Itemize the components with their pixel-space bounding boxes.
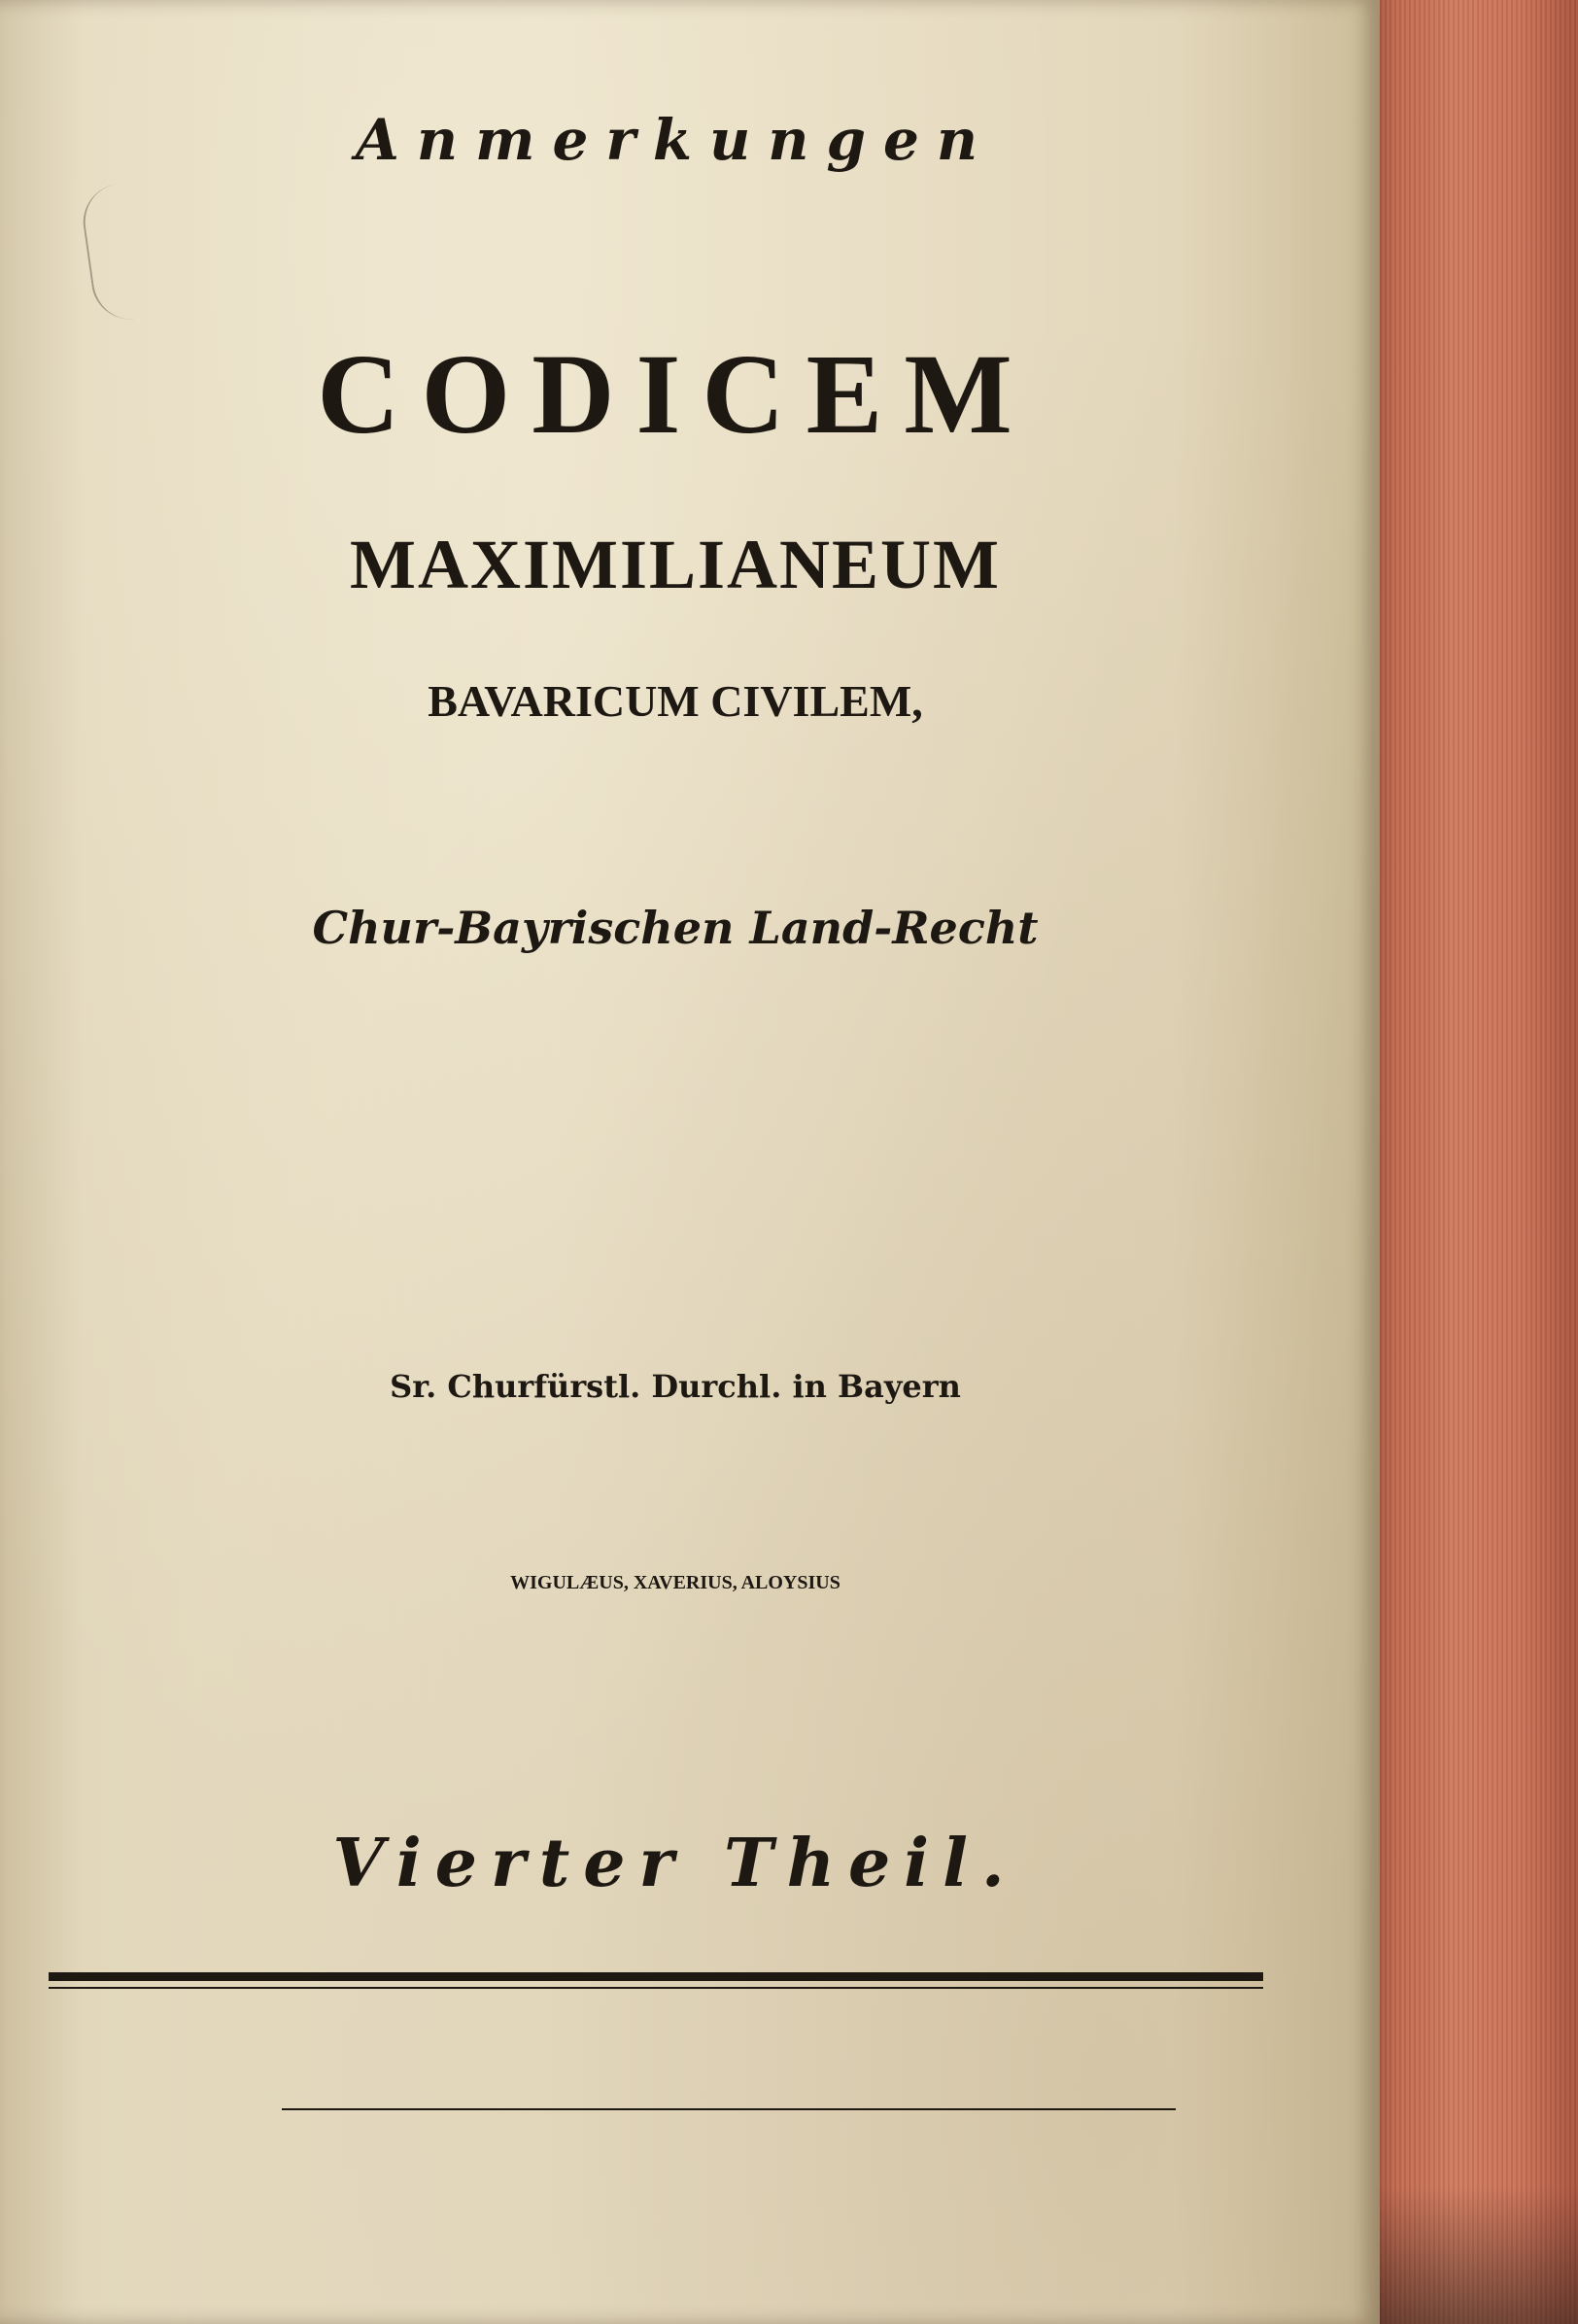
heading-maximilianeum: MAXIMILIANEUM xyxy=(350,526,1001,603)
heading-bavaricum: BAVARICUM CIVILEM, xyxy=(428,676,923,726)
book-fore-edge xyxy=(1355,0,1578,2324)
heading-churfuerstl: Sr. Churfürstl. Durchl. in Bayern xyxy=(390,1368,961,1405)
book-fore-edge-shadow xyxy=(1355,2186,1578,2324)
divider-thick xyxy=(49,1972,1263,1981)
ink-mark xyxy=(79,181,157,324)
volume-label: Vierter Theil. xyxy=(332,1825,1018,1902)
divider-thin xyxy=(49,1987,1263,1989)
heading-land-recht: Chur-Bayrischen Land-Recht xyxy=(312,902,1039,954)
author-name: WIGULÆUS, XAVERIUS, ALOYSIUS xyxy=(510,1572,840,1593)
heading-codicem: CODICEM xyxy=(317,330,1034,458)
title: Anmerkungen xyxy=(355,107,996,173)
divider-imprint xyxy=(282,2108,1176,2110)
